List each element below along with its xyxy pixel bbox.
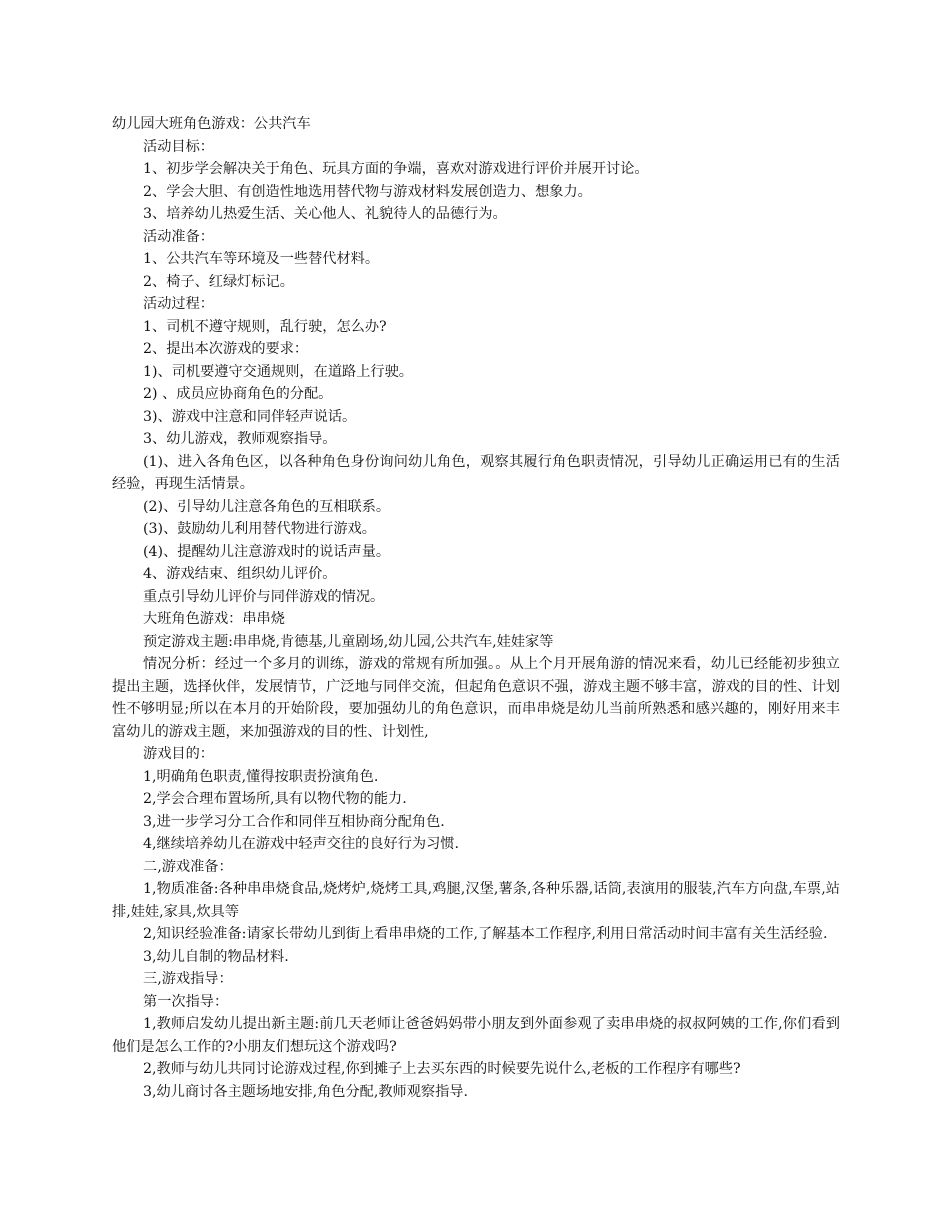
text-line: 二,游戏准备： <box>143 858 233 875</box>
text-line: (1)、进入各角色区，以各种角色身份询问幼儿角色，观察其履行角色职责情况，引导幼儿正确运用已有的生活经验，再现生活情景。 <box>112 453 840 492</box>
text-line: 3,幼儿自制的物品材料. <box>143 948 289 965</box>
text-line: 1、公共汽车等环境及一些替代材料。 <box>143 251 380 267</box>
text-line: 2) 、成员应协商角色的分配。 <box>143 386 333 402</box>
document-title: 幼儿园大班角色游戏：公共汽车 <box>112 116 311 132</box>
text-line: 三,游戏指导： <box>143 971 233 987</box>
text-line: 活动准备： <box>143 228 214 245</box>
text-line: 预定游戏主题:串串烧,肯德基,儿童剧场,幼儿园,公共汽车,娃娃家等 <box>143 633 554 650</box>
text-line: 1)、司机要遵守交通规则，在道路上行驶。 <box>143 363 413 380</box>
text-line: 3,幼儿商讨各主题场地安排,角色分配,教师观察指导. <box>143 1083 469 1100</box>
text-line: 2,知识经验准备:请家长带幼儿到街上看串串烧的工作,了解基本工作程序,利用日常活动时间丰富有关生活经验. <box>143 926 828 942</box>
text-line: 3)、游戏中注意和同伴轻声说话。 <box>143 408 357 425</box>
text-line: 1、司机不遵守规则，乱行驶，怎么办? <box>143 318 387 335</box>
text-line: (3)、鼓励幼儿利用替代物进行游戏。 <box>143 521 376 537</box>
text-line: 3,进一步学习分工合作和同伴互相协商分配角色. <box>143 813 445 830</box>
text-line: 2、提出本次游戏的要求： <box>143 341 309 357</box>
text-line: 1、初步学会解决关于角色、玩具方面的争端，喜欢对游戏进行评价并展开讨论。 <box>143 161 649 177</box>
text-line: 4、游戏结束、组织幼儿评价。 <box>143 566 337 582</box>
text-line: (4)、提醒幼儿注意游戏时的说话声量。 <box>143 543 391 560</box>
text-line: 第一次指导： <box>143 993 229 1010</box>
text-line: 游戏目的： <box>143 746 214 762</box>
document-page <box>112 113 840 1103</box>
text-line: 3、幼儿游戏，教师观察指导。 <box>143 431 337 447</box>
text-line: 1,教师启发幼儿提出新主题:前几天老师让爸爸妈妈带小朋友到外面参观了卖串串烧的叔叔阿姨的工作,你们看到他们是怎么工作的?小朋友们想玩这个游戏吗? <box>112 1016 840 1055</box>
text-line: 1,物质准备:各种串串烧食品,烧烤炉,烧烤工具,鸡腿,汉堡,薯条,各种乐器,话筒,表演用的服装,汽车方向盘,车票,站排,娃娃,家具,炊具等 <box>112 881 840 920</box>
text-line: 2,学会合理布置场所,具有以物代物的能力. <box>143 791 407 807</box>
text-line: 2,教师与幼儿共同讨论游戏过程,你到摊子上去买东西的时候要先说什么,老板的工作程序有哪些? <box>143 1061 741 1077</box>
text-line: 情况分析：经过一个多月的训练，游戏的常规有所加强。。从上个月开展角游的情况来看，幼儿已经能初步独立提出主题，选择伙伴，发展情节，广泛地与同伴交流，但起角色意识不强，游戏主题不够丰富，游戏的目的性、计划性不够明显;所以在本月的开始阶段，要加强幼儿的角色意识，而串串烧是幼儿当前所熟悉和感兴趣的，刚好用来丰富幼儿的游戏主题，来加强游戏的目的性、计划性, <box>112 656 840 740</box>
text-line: 3、培养幼儿热爱生活、关心他人、礼貌待人的品德行为。 <box>143 206 507 222</box>
text-line: 2、椅子、红绿灯标记。 <box>143 273 294 290</box>
text-line: 大班角色游戏：串串烧 <box>143 611 285 627</box>
text-line: 重点引导幼儿评价与同伴游戏的情况。 <box>143 588 385 605</box>
text-line: 活动目标： <box>143 138 214 155</box>
text-line: 4,继续培养幼儿在游戏中轻声交往的良好行为习惯. <box>143 836 459 852</box>
text-line: (2)、引导幼儿注意各角色的互相联系。 <box>143 498 391 515</box>
text-line: 活动过程： <box>143 296 214 312</box>
text-line: 2、学会大胆、有创造性地选用替代物与游戏材料发展创造力、想象力。 <box>143 183 592 200</box>
text-line: 1,明确角色职责,懂得按职责扮演角色. <box>143 768 379 785</box>
